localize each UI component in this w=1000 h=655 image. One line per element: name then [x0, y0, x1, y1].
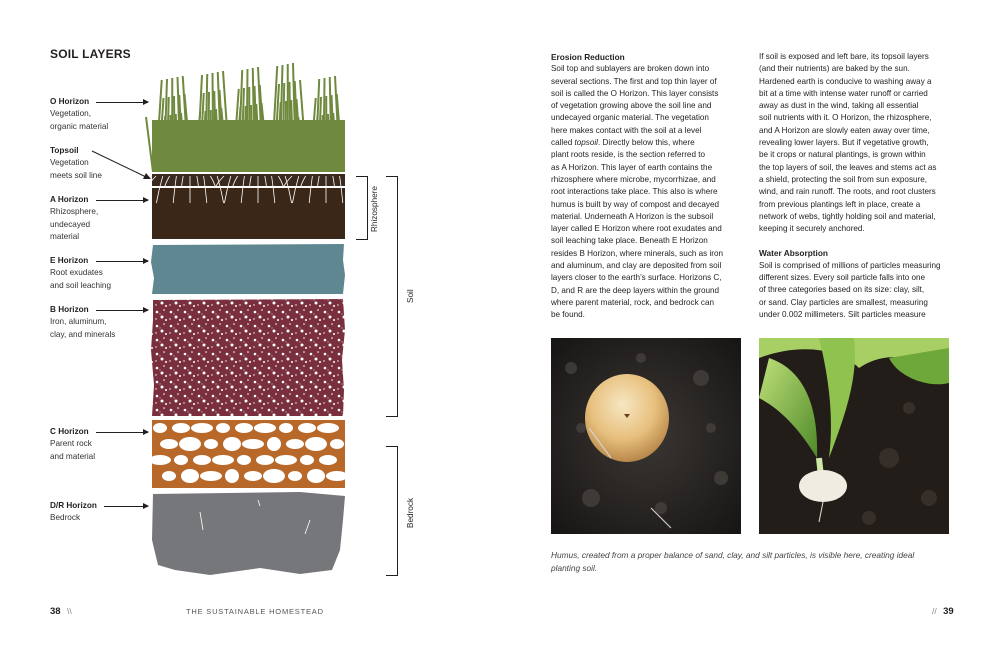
bedrock-bracket	[386, 446, 398, 576]
body-line: (and their nutrients) are baked by the sun.	[759, 64, 910, 74]
arrow-e-horizon	[96, 261, 148, 262]
layer-desc: Parent rock	[50, 439, 92, 449]
arrow-b-horizon	[96, 310, 148, 311]
layer-desc: Vegetation	[50, 158, 89, 168]
caption-line: Humus, created from a proper balance of sand, clay, and silt particles, is visible here, creating ideal	[551, 550, 915, 560]
body-line: of vegetation growing above the soil line and	[551, 101, 712, 111]
heading-erosion-reduction: Erosion Reduction	[551, 52, 625, 62]
body-line: the top layers of soil, the leaves and stems act as	[759, 162, 937, 172]
right-page	[500, 0, 1000, 655]
col1-body	[551, 63, 741, 321]
arrow-topsoil	[88, 145, 168, 185]
body-line: away as dust in the wind, taking all essential	[759, 101, 919, 111]
layer-desc: Root exudates	[50, 268, 103, 278]
body-line: under 0.002 millimeters. Silt particles measure	[759, 309, 926, 319]
column-water-absorption	[759, 51, 949, 321]
body-line: a shield, protecting the soil from sun exposure,	[759, 174, 928, 184]
bedrock-label: Bedrock	[406, 497, 415, 528]
body-line: wind, and rain runoff. The roots, and root clusters	[759, 187, 936, 197]
soil-bracket	[386, 176, 398, 417]
body-line: resides B Horizon, where minerals, such as iron	[551, 248, 724, 258]
body-line: root interactions take place. This also is where	[551, 187, 718, 197]
body-line: here makes contact with the soil at a level	[551, 125, 702, 135]
layer-name: A Horizon	[50, 195, 89, 204]
col2-body-b	[759, 260, 949, 321]
layer-desc: and material	[50, 451, 96, 461]
body-line: or sand. Clay particles are smallest, measuring	[759, 297, 928, 307]
body-line: called topsoil. Directly below this, where	[551, 138, 695, 148]
left-footer	[50, 606, 76, 617]
body-line: network of webs, tightly holding soil and material,	[759, 211, 936, 221]
vegetation-base	[152, 120, 345, 172]
section-title: SOIL LAYERS	[50, 47, 131, 61]
layer-desc: Vegetation,	[50, 109, 91, 119]
a-horizon-band	[152, 188, 345, 239]
layer-name: C Horizon	[50, 427, 89, 436]
column-erosion-reduction	[551, 51, 741, 322]
e-horizon-band	[151, 244, 345, 294]
footer-slashes: //	[932, 606, 937, 616]
topsoil-band	[152, 174, 345, 186]
body-line: material. Underneath A Horizon is the subsoil	[551, 211, 714, 221]
body-line: If soil is exposed and left bare, its topsoil layers	[759, 52, 929, 61]
layer-name: Topsoil	[50, 146, 79, 155]
layer-desc: organic material	[50, 121, 109, 131]
body-line: keeping it securely anchored.	[759, 224, 865, 234]
layer-name: O Horizon	[50, 97, 90, 106]
label-a-horizon	[50, 194, 140, 244]
layer-desc: Bedrock	[50, 513, 81, 523]
arrow-a-horizon	[96, 200, 148, 201]
footer-slashes: \\	[66, 606, 72, 616]
rhizosphere-bracket	[356, 176, 368, 240]
layer-desc: material	[50, 232, 80, 242]
body-line: be it crops or natural plantings, is grown within	[759, 150, 926, 160]
page-number: 39	[943, 606, 954, 617]
layer-desc: Iron, aluminum,	[50, 317, 107, 327]
body-line: Hardened earth is conducive to washing away a	[759, 76, 932, 86]
body-line: humus is built by way of compost and decayed	[551, 199, 720, 209]
body-line: Soil top and sublayers are broken down into	[551, 64, 710, 74]
layer-desc: Rhizosphere,	[50, 207, 99, 217]
body-line: be found.	[551, 310, 585, 320]
body-line: from previous plantings left in place, create a	[759, 199, 921, 209]
body-line: Soil is comprised of millions of particles measuring	[759, 260, 941, 270]
body-line: plant roots reside, is the section referred to	[551, 150, 706, 160]
body-line: soil nutrients with it. O Horizon, the rhizosphere,	[759, 113, 932, 123]
label-dr-horizon	[50, 500, 140, 525]
photo-onion	[551, 338, 741, 534]
layer-name: E Horizon	[50, 256, 89, 265]
arrow-c-horizon	[96, 432, 148, 433]
body-line: bit at a time with intense water runoff or carried	[759, 88, 928, 98]
photo-turnip	[759, 338, 949, 534]
soil-label: Soil	[406, 289, 415, 303]
body-line: soil is called the O Horizon. This layer consists	[551, 88, 719, 98]
running-head: THE SUSTAINABLE HOMESTEAD	[186, 607, 324, 616]
body-line: where parent material, rock, and bedrock can	[551, 297, 715, 307]
col2-body-a	[759, 51, 949, 235]
layer-name: D/R Horizon	[50, 501, 97, 510]
body-line: and A Horizon are slowly eaten away over time,	[759, 125, 930, 135]
b-horizon-band	[151, 299, 345, 416]
body-line: rhizosphere where microbe, mycorrhizae, and	[551, 174, 716, 184]
layer-desc: and soil leaching	[50, 280, 111, 290]
bedrock-band	[152, 492, 345, 575]
body-line: different sizes. Every soil particle falls into one	[759, 273, 926, 283]
photo-caption	[551, 549, 951, 575]
layer-desc: clay, and minerals	[50, 329, 116, 339]
caption-line: planting soil.	[551, 563, 598, 573]
arrow-o-horizon	[96, 102, 148, 103]
body-line: layers closer to the earth’s surface. Horizons C,	[551, 273, 722, 283]
right-footer	[928, 606, 954, 617]
body-line: revealing lower layers. But if vegetative growth,	[759, 138, 929, 148]
heading-water-absorption: Water Absorption	[759, 248, 828, 259]
body-line: D, and R are the deep layers within the ground	[551, 285, 720, 295]
layer-desc: undecayed	[50, 219, 91, 229]
body-line: and aluminum, and clay are deposited from soil	[551, 261, 722, 271]
rhizosphere-label: Rhizosphere	[370, 186, 379, 232]
body-line: soil leaching take place. Beneath E Horizon	[551, 236, 708, 246]
body-line: as A Horizon. This layer of earth contains the	[551, 162, 713, 172]
body-line: undecayed organic material. The vegetation	[551, 113, 709, 123]
page-number: 38	[50, 606, 61, 617]
body-line: several sections. The first and top thin layer of	[551, 76, 717, 86]
body-line: of three categories based on its size: clay, silt,	[759, 285, 925, 295]
arrow-dr-horizon	[104, 506, 148, 507]
layer-desc: meets soil line	[50, 170, 102, 180]
body-line: layer called E Horizon where root exudates and	[551, 224, 722, 234]
layer-name: B Horizon	[50, 305, 89, 314]
